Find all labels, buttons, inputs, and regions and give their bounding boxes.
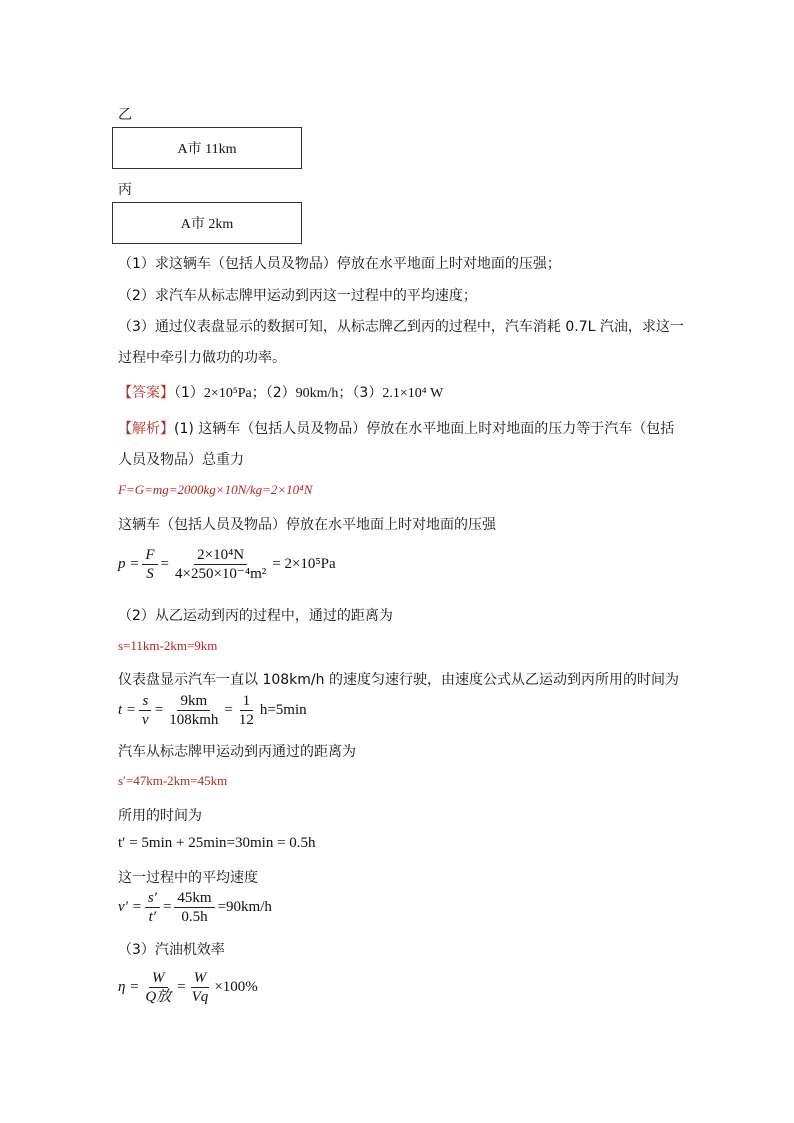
answer-p1: （1） [174,385,204,401]
speed-lhs: v′ = [118,899,142,915]
time-n2: 1 [240,692,254,711]
road-sign-bing [112,202,302,244]
analysis-text-1: (1) 这辆车（包括人员及物品）停放在水平地面上时对地面的压力等于汽车（包括 [174,421,675,437]
formula-time [118,692,307,729]
analysis-tag: 【解析】 [118,421,174,437]
road-sign-bing-text: A市 2km [180,217,234,232]
time-frac-3 [236,692,257,729]
eff-f-num: W [149,969,168,988]
pressure-den: 4×250×10⁻⁴m² [175,566,267,582]
pressure-result: = 2×10⁵Pa [272,556,336,572]
eff-f-den: Q放 [145,989,172,1005]
question-3-cont: 过程中牵引力做功的功率。 [118,350,286,366]
analysis-line-9: （3）汽油机效率 [118,942,225,958]
eff-den: Vq [191,989,209,1005]
pressure-lhs: p = [118,556,140,572]
analysis-line-3: 这辆车（包括人员及物品）停放在水平地面上时对地面的压强 [118,517,496,533]
time-d2: 12 [238,712,254,728]
analysis-line-2: 人员及物品）总重力 [118,452,244,468]
speed-den: 0.5h [181,909,208,925]
formula-efficiency [118,969,258,1006]
pressure-f-den: S [146,566,154,582]
speed-result: =90km/h [217,899,272,915]
eff-eq: = [177,979,186,995]
answer-v1: 2×10⁵Pa [203,386,252,401]
pressure-frac-1 [142,546,157,583]
speed-frac-1 [145,889,160,926]
time-eq-1: = [154,702,164,718]
pressure-f-num: F [142,546,157,565]
answer-p3: ；（3） [338,385,383,401]
analysis-line-1 [118,418,674,438]
eff-frac-1 [142,969,174,1006]
pressure-frac-2 [172,546,269,583]
speed-eq: = [162,899,172,915]
eff-num: W [191,969,210,988]
speed-f-num: s′ [145,889,160,908]
eff-lhs: η = [118,979,140,995]
analysis-line-4: （2）从乙运动到丙的过程中，通过的距离为 [118,608,393,624]
answer-v3: 2.1×10⁴ W [382,386,444,401]
analysis-line-8: 这一过程中的平均速度 [118,870,258,886]
answer-tag: 【答案】 [118,385,174,401]
question-1: （1）求这辆车（包括人员及物品）停放在水平地面上时对地面的压强； [118,256,561,272]
eff-result: ×100% [214,979,258,995]
analysis-line-6: 汽车从标志牌甲运动到丙通过的距离为 [118,744,356,760]
answer-p2: ；（2） [251,385,296,401]
equation-weight: F=G=mg=2000kg×10N/kg=2×10⁴N [118,482,313,497]
sign-label-yi: 乙 [118,107,132,123]
road-sign-yi [112,127,302,169]
formula-pressure [118,546,336,583]
time-lhs: t = [118,702,137,718]
answer-v2: 90km/h [295,386,339,401]
time-frac-2 [166,692,221,729]
question-3: （3）通过仪表盘显示的数据可知，从标志牌乙到丙的过程中，汽车消耗 0.7L 汽油，求这一 [118,319,684,335]
time-result: h=5min [259,702,307,718]
pressure-eq: = [160,556,170,572]
speed-frac-2 [174,889,214,926]
pressure-num: 2×10⁴N [194,546,247,565]
time-frac-1 [139,692,152,729]
speed-f-den: t′ [148,909,157,925]
time-eq-2: = [224,702,233,718]
eff-frac-2 [189,969,212,1006]
time-num: 9km [177,692,210,711]
speed-num: 45km [174,889,214,908]
time-f-num: s [139,692,151,711]
equation-time-2: t′ = 5min + 25min=30min = 0.5h [118,835,316,851]
formula-speed [118,889,272,926]
question-2: （2）求汽车从标志牌甲运动到丙这一过程中的平均速度； [118,288,477,304]
time-f-den: v [142,712,149,728]
answer-line [118,382,443,402]
sign-label-bing: 丙 [118,182,132,198]
time-den: 108kmh [169,712,219,728]
road-sign-yi-text: A市 11km [177,142,237,157]
analysis-line-5: 仪表盘显示汽车一直以 108km/h 的速度匀速行驶，由速度公式从乙运动到丙所用的时间为 [118,672,679,688]
analysis-line-7: 所用的时间为 [118,808,202,824]
equation-distance-2: s′=47km-2km=45km [118,773,228,788]
equation-distance: s=11km-2km=9km [118,638,218,653]
